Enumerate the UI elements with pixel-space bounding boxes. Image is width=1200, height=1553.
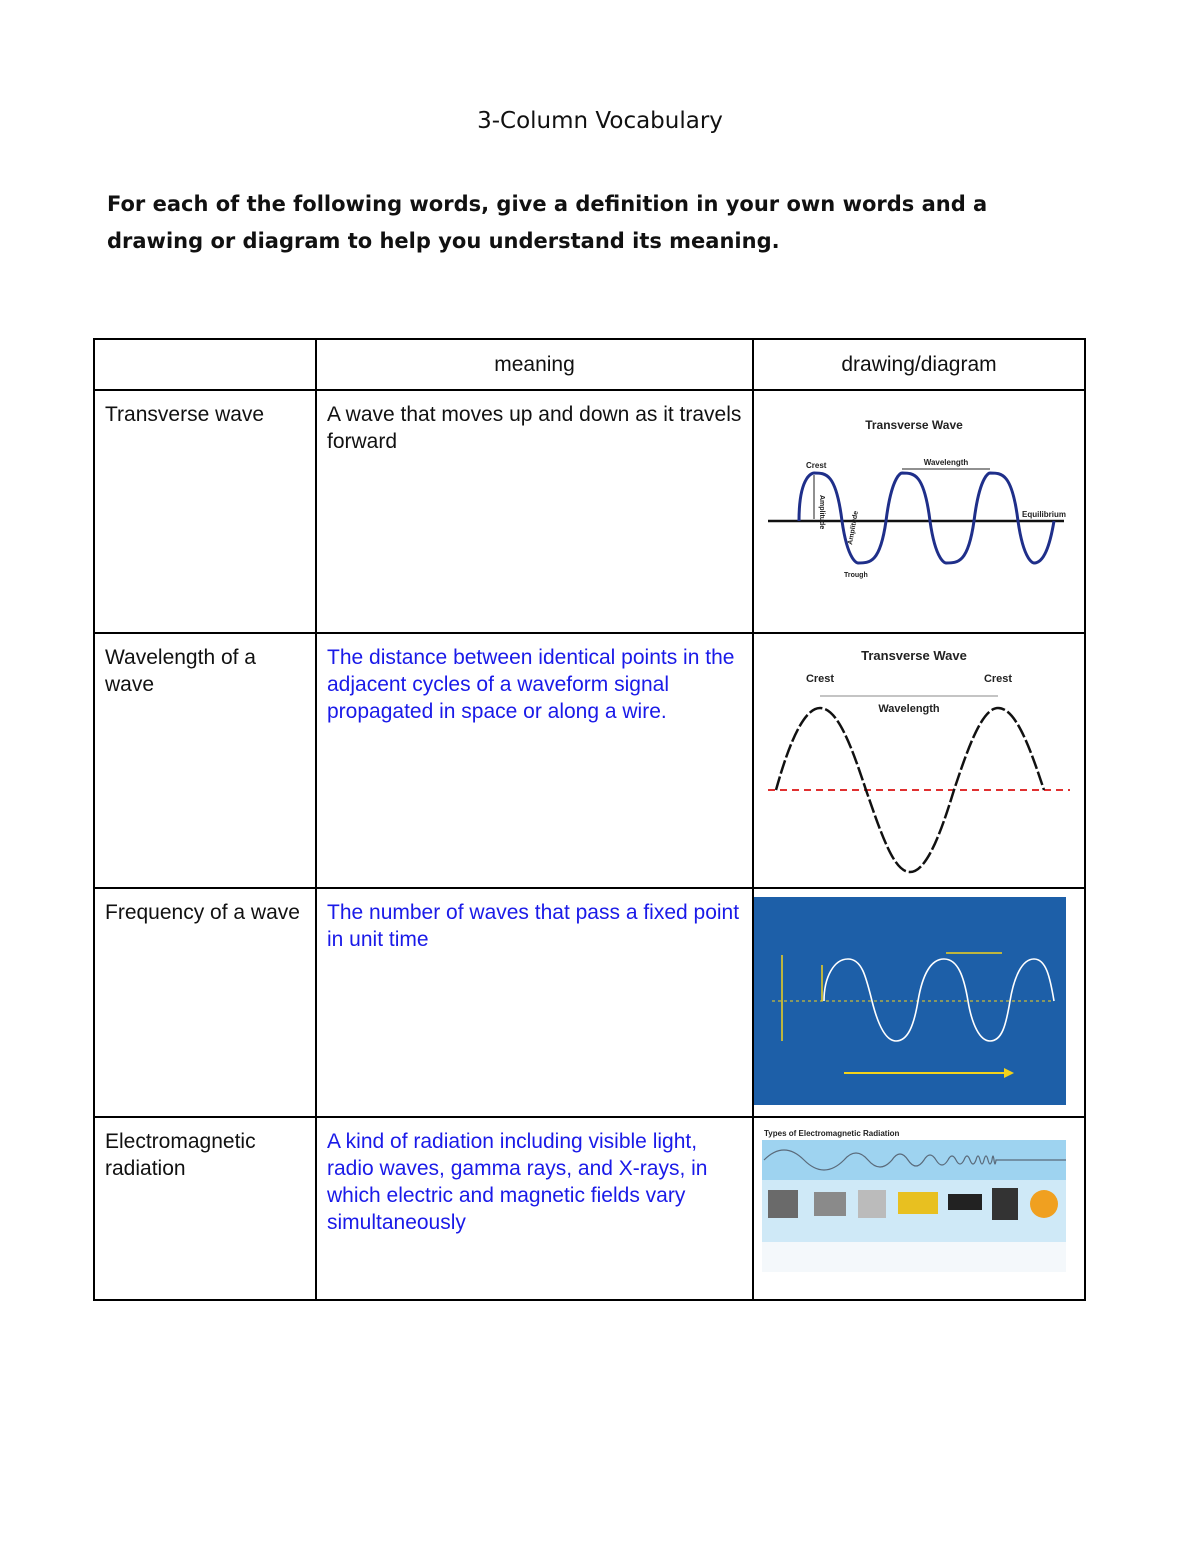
crest-label-right: Crest [983, 673, 1013, 685]
trough-label: Trough [844, 572, 868, 579]
em-spectrum-diagram [754, 1122, 1074, 1292]
header-row [94, 339, 1085, 390]
description-band [762, 1242, 1066, 1272]
microwave-icon [814, 1192, 846, 1216]
wavelength-diagram [754, 638, 1074, 878]
diagram-cell [753, 633, 1085, 888]
infrared-icon [858, 1190, 886, 1218]
diagram-cell [753, 888, 1085, 1117]
instructions: For each of the following words, give a definition in your own words and a drawing or diagram to help you understand its meaning. [107, 192, 988, 253]
meaning-cell: A kind of radiation including visible light, radio waves, gamma rays, and X-rays, in which electric and magnetic fields vary simultaneously [316, 1117, 753, 1300]
diagram-title: Transverse Wave [861, 648, 967, 663]
frequency-diagram [754, 897, 1066, 1109]
radio-icon [768, 1190, 798, 1218]
vocabulary-table [93, 338, 1086, 1301]
diagram-title: Types of Electromagnetic Radiation [764, 1129, 900, 1138]
table-row [94, 1117, 1085, 1300]
visible-light-icon [898, 1192, 938, 1214]
page-title: 3-Column Vocabulary [477, 108, 723, 134]
diagram-cell [753, 390, 1085, 633]
term-cell: Frequency of a wave [94, 888, 316, 1117]
table-row [94, 888, 1085, 1117]
equilibrium-label: Equilibrium [1022, 510, 1066, 519]
term-cell: Transverse wave [94, 390, 316, 633]
wave-curve [799, 473, 1054, 563]
diagram-cell [753, 1117, 1085, 1300]
wavelength-label: Wavelength [878, 703, 940, 715]
header-term [94, 339, 316, 390]
x-ray-icon [992, 1188, 1018, 1220]
table-row [94, 390, 1085, 633]
table-row [94, 633, 1085, 888]
gamma-ray-icon [1030, 1190, 1058, 1218]
meaning-cell: A wave that moves up and down as it travels forward [316, 390, 753, 633]
header-diagram: drawing/diagram [753, 339, 1085, 390]
amplitude-label: Amplitude [818, 495, 825, 530]
transverse-wave-diagram [754, 395, 1074, 625]
crest-label: Crest [806, 461, 827, 470]
meaning-cell: The number of waves that pass a fixed point in unit time [316, 888, 753, 1117]
crest-label-left: Crest [805, 673, 835, 685]
term-cell: Electromagnetic radiation [94, 1117, 316, 1300]
header-meaning: meaning [316, 339, 753, 390]
ultraviolet-icon [948, 1194, 982, 1210]
term-cell: Wavelength of a wave [94, 633, 316, 888]
wavelength-label: Wavelength [923, 458, 969, 467]
amplitude-label-2: Amplitude [847, 510, 860, 546]
diagram-title: Transverse Wave [865, 418, 963, 432]
meaning-cell: The distance between identical points in the adjacent cycles of a waveform signal propagated in space or along a wire. [316, 633, 753, 888]
